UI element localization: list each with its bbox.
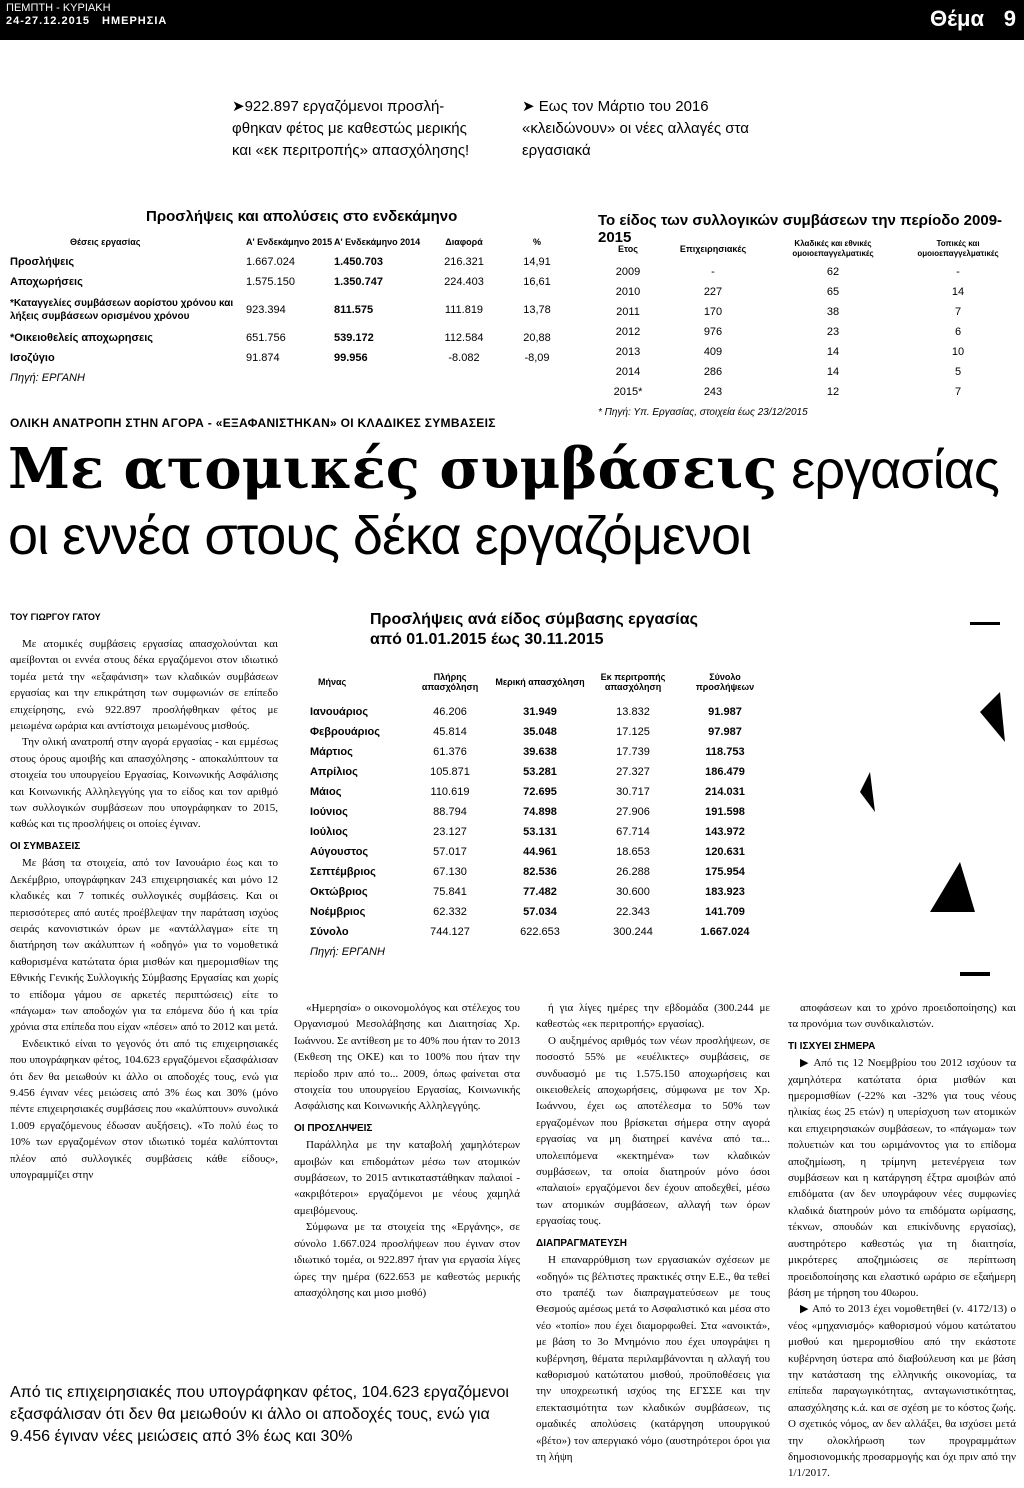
table-cell: 214.031	[705, 786, 745, 798]
table-cell: 74.898	[523, 806, 557, 818]
table1-source: Πηγή: ΕΡΓΑΝΗ	[10, 372, 85, 384]
table-cell: 216.321	[444, 256, 484, 268]
paragraph: ▶ Από τις 12 Νοεμβρίου του 2012 ισχύουν τα χαμηλότερα κατώτατα όρια μισθών και ημερομισθίων (-22% και -32% για τους νέους ηλικίας έως 25 ετών) η υπερίσχυση των ατομικών και επιχειρησιακών συμβάσεων, το «πάγωμα» των πολυετιών και του ωριμάνοντος για το επίδομα αποζημίωση, η τρίμηνη μετενέργεια των συμβάσεων και η κατάργηση έξτρα αμοιβών από επιδόματα (αν δεν υπογράφουν νέες συμφωνίες κλαδικά διατηρούν μόνο τα επιδόματα ωρίμασης, τέκνων, σπουδών και επικίνδυνης εργασίας), αυστηρότερο καθεστώς για τη διαιτησία, μικρότερες αποζημιώσεις σε περίπτωση προειδοποίησης και ελαστικό ωράριο σε εξαήμερη βάση με τήρηση του 40ωρου.	[788, 1057, 1016, 1299]
table2-col-header: Ετος	[618, 244, 638, 254]
masthead-dates: 24-27.12.2015	[6, 15, 90, 27]
table-cell: 186.479	[705, 766, 745, 778]
table-row	[598, 342, 1018, 362]
table3-col-header: Μερική απασχόληση	[495, 677, 585, 687]
table-cell: 16,61	[523, 276, 551, 288]
table-cell: 53.131	[523, 826, 557, 838]
table3-month: Αύγουστος	[310, 846, 369, 858]
masthead-days: ΠΕΜΠΤΗ - ΚΥΡΙΑΚΗ	[6, 2, 111, 14]
table-cell: 12	[826, 386, 840, 398]
table-row	[310, 922, 770, 942]
paragraph: Με βάση τα στοιχεία, από τον Ιανουάριο έως και το Δεκέμβριο, υπογράφηκαν 243 επιχειρησιακές και μόνο 12 κλαδικές και 7 τοπικές συλλογικές συμβάσεις. Και οι περισσότερες από αυτές προέβλεψαν την παράταση ισχύος σειράς κανονιστικών όρων με «αντάλλαγμα» είτε τη διατήρηση των ακάλυπτων ή «οδηγό» για το νομοθετικά καθορισμένα κατώτατα όρια μισθών και ημερομισθίων της Εθνικής Γενικής Συλλογικής Σύμβασης Εργασίας και χωρίς το επίδομα γάμου σε αρκετές περιπτώσεις) είτε το «πάγωμα» των αποδοχών για τα επόμενα δύο ή και τρία χρόνια στα επίπεδα που είχαν «πέσει» από το 2012 και μετά.	[10, 857, 278, 1034]
table1-row-label: Ισοζύγιο	[10, 352, 55, 364]
table-cell: 65	[826, 286, 840, 298]
table-row	[310, 702, 770, 722]
table-cell: 46.206	[433, 706, 467, 718]
table-cell: 7	[954, 386, 962, 398]
callout-right: ➤ Εως τον Μάρτιο του 2016 «κλειδώνουν» οι νέες αλλαγές στα εργασιακά	[522, 98, 749, 159]
table-cell: 27.906	[616, 806, 650, 818]
table2-source-row	[598, 402, 1018, 422]
table-cell: 75.841	[433, 886, 467, 898]
table-row	[598, 322, 1018, 342]
illustration-shape	[980, 692, 1005, 742]
table1-row-label: Αποχωρήσεις	[10, 276, 83, 288]
headline-line2: οι εννέα στους δέκα εργαζόμενοι	[8, 506, 752, 566]
table-cell: 53.281	[523, 766, 557, 778]
kicker: ΟΛΙΚΗ ΑΝΑΤΡΟΠΗ ΣΤΗΝ ΑΓΟΡΑ - «ΕΞΑΦΑΝΙΣΤΗΚΑΝ» ΟΙ ΚΛΑΔΙΚΕΣ ΣΥΜΒΑΣΕΙΣ	[10, 416, 496, 430]
table2-title: Το είδος των συλλογικών συμβάσεων την περίοδο 2009-2015	[598, 212, 1003, 246]
table-cell: 77.482	[523, 886, 557, 898]
table-row	[310, 802, 770, 822]
table-cell: 62.332	[433, 906, 467, 918]
table-cell: 651.756	[246, 332, 286, 344]
table-cell: 6	[954, 326, 962, 338]
table-cell: 57.034	[523, 906, 557, 918]
table-cell: 17.125	[616, 726, 650, 738]
table3	[310, 662, 770, 962]
table1-col-header: Α' Ενδεκάμηνο 2015	[246, 237, 333, 247]
pull-quote: Από τις επιχειρησιακές που υπογράφηκαν φέτος, 104.623 εργαζόμενοι εξασφάλισαν ότι δεν θα μειωθούν κι άλλο οι αποδοχές τους, ενώ για 9.456 έγιναν νέες μειώσεις από 3% έως και 30%	[10, 1384, 509, 1445]
table-row	[598, 362, 1018, 382]
table3-month: Ιούλιος	[310, 826, 348, 838]
table-cell: 18.653	[616, 846, 650, 858]
paragraph: Παράλληλα με την καταβολή χαμηλότερων αμοιβών και επιδομάτων μέσω των ατομικών συμβάσεων, το 2015 αντικαταστάθηκαν παλαιοί - «ακριβότεροι» εργαζόμενοι με νέους χαμηλά αμειβόμενους.	[294, 1139, 520, 1217]
table-cell: 120.631	[705, 846, 745, 858]
table3-month: Σύνολο	[310, 926, 349, 938]
paragraph: Σύμφωνα με τα στοιχεία της «Εργάνης», σε σύνολο 1.667.024 προσλήψεων που έγιναν στον ιδιωτικό τομέα, οι 922.897 ήταν για εργασία λίγες ώρες την ημέρα (622.653 με καθεστώς μερικής απασχόλησης και μισο μισθό)	[294, 1221, 520, 1299]
table-cell: 30.717	[616, 786, 650, 798]
table-cell: 31.949	[523, 706, 557, 718]
headline-line1	[8, 436, 999, 503]
table-row	[598, 262, 1018, 282]
table1-header	[10, 232, 570, 252]
table-cell: 1.575.150	[246, 276, 295, 288]
table-cell: 191.598	[705, 806, 745, 818]
table-cell: -	[711, 266, 715, 278]
table-cell: 14	[826, 366, 840, 378]
table-cell: 2009	[615, 266, 641, 278]
table-cell: 88.794	[433, 806, 467, 818]
subheading: ΤΙ ΙΣΧΥΕΙ ΣΗΜΕΡΑ	[788, 1040, 876, 1052]
table-cell: 17.739	[616, 746, 650, 758]
table-cell: 622.653	[520, 926, 560, 938]
paragraph: Ενδεικτικό είναι το γεγονός ότι από τις επιχειρησιακές που υπογράφηκαν φέτος, 104.623 εργαζόμενοι εξασφάλισαν ότι δεν θα μειωθούν κι άλλο οι αποδοχές τους, ενώ για 9.456 έγιναν νέες μειώσεις από 3% έως και 30% (μόνο πέντε επιχειρησιακές συμβάσεις που «καλύπτουν» συνολικά 1.009 εργαζόμενους έδωσαν αυξήσεις). «Το πολύ έως το 10% των εργαζομένων στον ιδιωτικό τομέα καλύπτονται πλέον από συλλογικές συμβάσεις κάθε είδους», υπογραμμίζει στην	[10, 1037, 278, 1181]
table-cell: 112.584	[444, 332, 484, 344]
paragraph: ▶ Από το 2013 έχει νομοθετηθεί (ν. 4172/13) ο νέος «μηχανισμός» καθορισμού νόμου κατώτατου μισθού και ημερομισθίου από την εκάστοτε κυβέρνηση ύστερα από διαβούλευση και με βάση την κατάσταση της ελληνικής οικονομίας, τα επίπεδα παραγωγικότητας, ανταγωνιστικότητας, απασχόλησης κ.ά. και σε σχέση με το κόστος ζωής. Ο σχετικός νόμος, αν δεν αλλάξει, θα ισχύσει μετά την ολοκλήρωση των προγραμμάτων δημοσιονομικής προσαρμογής και όχι πριν από την 1/1/2017.	[788, 1303, 1016, 1480]
illustration-shape	[930, 862, 975, 912]
masthead-bar	[0, 0, 1024, 40]
table-cell: 67.714	[616, 826, 650, 838]
table-row	[10, 252, 570, 272]
table-cell: 2013	[615, 346, 641, 358]
table1-source-row	[10, 368, 570, 388]
table-cell: 99.956	[334, 352, 368, 364]
table1	[10, 232, 570, 388]
table-row	[310, 822, 770, 842]
table3-month: Μάιος	[310, 786, 342, 798]
page-number: 9	[1003, 6, 1016, 31]
paragraph: ή για λίγες ημέρες την εβδομάδα (300.244 με καθεστώς «εκ περιτροπής» εργασίας).	[536, 1002, 770, 1031]
table3-month: Ιούνιος	[310, 806, 348, 818]
table3-month: Φεβρουάριος	[310, 726, 380, 738]
table2-col-header: Κλαδικές και εθνικές ομοιοεπαγγελματικές	[792, 239, 874, 258]
table-cell: 97.987	[708, 726, 742, 738]
table-cell: 141.709	[705, 906, 745, 918]
table-cell: 227	[703, 286, 723, 298]
subheading: ΟΙ ΠΡΟΣΛΗΨΕΙΣ	[294, 1122, 373, 1134]
table-cell: 20,88	[523, 332, 551, 344]
table-cell: 62	[826, 266, 840, 278]
table-cell: 105.871	[430, 766, 470, 778]
table-cell: 170	[703, 306, 723, 318]
table2-col-header: Επιχειρησιακές	[679, 244, 747, 254]
table-cell: 1.350.747	[334, 276, 383, 288]
table-cell: 143.972	[705, 826, 745, 838]
table-cell: 2012	[615, 326, 641, 338]
table-cell: -8,09	[524, 352, 550, 364]
table-row	[310, 862, 770, 882]
illustration-shape	[970, 622, 1000, 625]
table-cell: 26.288	[616, 866, 650, 878]
table3-month: Ιανουάριος	[310, 706, 369, 718]
table-row	[10, 292, 570, 328]
table-row	[310, 882, 770, 902]
table-cell: 91.874	[246, 352, 280, 364]
table-cell: -	[956, 266, 960, 278]
table-row	[310, 782, 770, 802]
table-cell: 82.536	[523, 866, 557, 878]
table1-col-header: Α' Ενδεκάμηνο 2014	[334, 237, 421, 247]
table-cell: 409	[703, 346, 723, 358]
table3-month: Σεπτέμβριος	[310, 866, 376, 878]
table-cell: 300.244	[613, 926, 653, 938]
table-row	[310, 742, 770, 762]
paragraph: Ο αυξημένος αριθμός των νέων προσλήψεων, σε ποσοστό 55% με «ευέλικτες» συμβάσεις, σε συνδυασμό με τις 1.575.150 αποχωρήσεις και οικειοθελείς αποχωρήσεις, σύμφωνα με τον Χρ. Ιωάννου, έχει ως αποτέλεσμα το 50% των εργαζομένων που βρίσκεται σήμερα στην αγορά εργασίας να μη διατηρεί κανένα από τα... υπολειπόμενα «κεκτημένα» των κλαδικών συμβάσεων, τα οποία διατηρούν μόνο όσοι «παλαιοί» εργαζόμενοι δεν έχουν αποδεχθεί, μέσω των ατομικών συμβάσεων, αλλαγή των όρων εργασίας τους.	[536, 1034, 770, 1228]
table1-row-label: Προσλήψεις	[10, 256, 75, 268]
table1-col-header: %	[532, 237, 541, 247]
table-cell: 14	[951, 286, 965, 298]
masthead-date	[6, 15, 167, 27]
table3-month: Νοέμβριος	[310, 906, 366, 918]
table1-col-header: Θέσεις εργασίας	[70, 237, 141, 247]
table-row	[10, 328, 570, 348]
paragraph: Η επαναρρύθμιση των εργασιακών σχέσεων με «οδηγό» τις βέλτιστες πρακτικές στην Ε.Ε., θα τεθεί στο τραπέζι των διαπραγματεύσεων με τους Θεσμούς αμέσως μετά το Ασφαλιστικό και μέσα στο νέο «τοπίο» που έχει διαμορφωθεί. Στα «ανοικτά», με βάση το 3ο Μνημόνιο που έχει υπογράψει η κυβέρνηση, θέματα περιλαμβάνονται η αλλαγή του καθορισμού κατώτατου μισθού, προϋποθέσεις για την υποχρεωτική ισχύος της ΕΓΣΣΕ και την επεκτασιμότητα των κλαδικών συμβάσεων, τις ομαδικές απολύσεις (κατάργηση υπουργικού «βέτο») τον απεργιακό νόμο (αυστηρότεροι όροι για τη λήψη	[536, 1254, 770, 1463]
table-cell: 286	[703, 366, 723, 378]
table1-row-label: *Οικειοθελείς αποχωρησεις	[10, 332, 153, 344]
article-column-4	[788, 1000, 1016, 1482]
table-cell: 744.127	[430, 926, 470, 938]
table-cell: 44.961	[523, 846, 557, 858]
table-row	[598, 382, 1018, 402]
table-cell: 23	[826, 326, 840, 338]
illustration-shape	[860, 772, 875, 812]
table-row	[598, 302, 1018, 322]
table1-title: Προσλήψεις και απολύσεις στο ενδεκάμηνο	[146, 208, 458, 225]
table-cell: 14,91	[523, 256, 551, 268]
table-cell: 13.832	[616, 706, 650, 718]
table-row	[10, 348, 570, 368]
article-column-3	[536, 1000, 770, 1482]
table-cell: 110.619	[430, 786, 470, 798]
table-cell: 1.667.024	[700, 926, 750, 938]
table2-header	[598, 236, 1018, 262]
table3-source: Πηγή: ΕΡΓΑΝΗ	[310, 946, 385, 958]
table-cell: 67.130	[433, 866, 467, 878]
table2-col-header: Τοπικές και ομοιοεπαγγελματικές	[917, 239, 999, 258]
table-cell: 183.923	[705, 886, 745, 898]
table-cell: 45.814	[433, 726, 467, 738]
table-cell: 7	[954, 306, 962, 318]
table-cell: 976	[703, 326, 723, 338]
table-cell: 57.017	[433, 846, 467, 858]
table3-month: Απρίλιος	[310, 766, 358, 778]
table-cell: 91.987	[708, 706, 742, 718]
headline	[8, 436, 999, 569]
table-cell: 2010	[615, 286, 641, 298]
table-cell: 1.450.703	[334, 256, 383, 268]
table-row	[10, 272, 570, 292]
table-cell: 923.394	[246, 304, 286, 316]
table-cell: 224.403	[444, 276, 484, 288]
table-cell: 35.048	[523, 726, 557, 738]
table3-header	[310, 662, 770, 702]
table-cell: 61.376	[433, 746, 467, 758]
callout-left: ➤922.897 εργαζόμενοι προσλή- φθηκαν φέτος με καθεστώς μερικής και «εκ περιτροπής» απασχόλησης!	[232, 98, 470, 159]
table3-source-row	[310, 942, 770, 962]
table-cell: 5	[954, 366, 962, 378]
headline-light-1: εργασίας	[777, 440, 999, 500]
table-row	[310, 722, 770, 742]
table2	[598, 236, 1018, 422]
table-row	[310, 902, 770, 922]
subheading: ΟΙ ΣΥΜΒΑΣΕΙΣ	[10, 840, 81, 852]
headline-bold: Με ατομικές συμβάσεις	[8, 436, 778, 502]
article-column-1	[10, 636, 278, 1376]
paragraph: Με ατομικές συμβάσεις εργασίας απασχολούνται και αμείβονται οι εννέα στους δέκα εργαζόμενοι στον ιδιωτικό τομέα μετά την «εξαφάνιση» των κλαδικών συμβάσεων εργασίας και την επικράτηση των συμφωνιών σε επίπεδο επιχείρησης, ενώ 922.897 προσλήφθηκαν φέτος με μειωμένα ωράρια και αντίστοιχα μειωμένους μισθούς.	[10, 638, 278, 733]
table-cell: 22.343	[616, 906, 650, 918]
table3-month: Οκτώβριος	[310, 886, 368, 898]
table-cell: 2014	[615, 366, 641, 378]
table-row	[310, 842, 770, 862]
illustration	[800, 612, 1020, 992]
table-cell: 39.638	[523, 746, 557, 758]
byline: ΤΟΥ ΓΙΩΡΓΟΥ ΓΑΤΟΥ	[10, 612, 101, 622]
table-cell: 23.127	[433, 826, 467, 838]
table1-col-header: Διαφορά	[445, 237, 483, 247]
table-cell: 539.172	[334, 332, 374, 344]
table3-month: Μάρτιος	[310, 746, 353, 758]
table-cell: 243	[703, 386, 723, 398]
table-row	[598, 282, 1018, 302]
subheading: ΔΙΑΠΡΑΓΜΑΤΕΥΣΗ	[536, 1237, 627, 1249]
table-cell: 111.819	[444, 304, 484, 316]
paragraph: Την ολική ανατροπή στην αγορά εργασίας - και εμμέσως στους όρους αμοιβής και απασχόλησης - αποκαλύπτουν τα στοιχεία του υπουργείου Εργασίας, Κοινωνικής Ασφάλισης και Κοινωνικής Αλληλεγγύης για το είδος και τον αριθμό των συλλογικών συμβάσεων που υπογράφηκαν το 2015, καθώς και τις προσλήψεις οι οποίες έγιναν.	[10, 736, 278, 831]
table3-title: Προσλήψεις ανά είδος σύμβασης εργασίας από 01.01.2015 έως 30.11.2015	[370, 611, 698, 648]
table-cell: -8.082	[448, 352, 480, 364]
table-cell: 38	[826, 306, 840, 318]
section-name: Θέμα	[929, 6, 984, 31]
paragraph: «Ημερησία» ο οικονομολόγος και στέλεχος του Οργανισμού Μεσολάβησης και Διαιτησίας Χρ. Ιωάννου. Σε αντίθεση με το 40% που ήταν το 2013 (Εκθεση της ΟΚΕ) και το 100% που ήταν την περίοδο πριν από το... 2009, όπως φαίνεται στα στοιχεία του υπουργείου Εργασίας, Κοινωνικής Ασφάλισης και Κοινωνικής Αλληλεγγύης.	[294, 1002, 520, 1113]
table3-col-header: Σύνολο προσλήψεων	[695, 672, 755, 692]
table-cell: 30.600	[616, 886, 650, 898]
paragraph: αποφάσεων και το χρόνο προειδοποίησης) και τα προνόμια των συνδικαλιστών.	[788, 1002, 1016, 1031]
article-column-2	[294, 1000, 520, 1330]
table3-col-header: Μήνας	[318, 677, 347, 687]
table-cell: 27.327	[616, 766, 650, 778]
illustration-shape	[960, 972, 990, 976]
table2-source: * Πηγή: Υπ. Εργασίας, στοιχεία έως 23/12/2015	[598, 406, 808, 418]
table-cell: 811.575	[334, 304, 374, 316]
table-cell: 72.695	[523, 786, 557, 798]
table3-col-header: Εκ περιτροπής απασχόληση	[600, 672, 666, 692]
table-cell: 10	[951, 346, 965, 358]
table-cell: 2011	[616, 306, 640, 318]
table-row	[310, 762, 770, 782]
table-cell: 13,78	[523, 304, 551, 316]
masthead-paper: ΗΜΕΡΗΣΙΑ	[102, 15, 168, 27]
table-cell: 2015*	[613, 386, 643, 398]
table3-col-header: Πλήρης απασχόληση	[421, 672, 479, 692]
table-cell: 118.753	[705, 746, 745, 758]
table-cell: 14	[826, 346, 840, 358]
table-cell: 175.954	[705, 866, 745, 878]
table1-row-label: *Καταγγελίες συμβάσεων αορίστου χρόνου και λήξεις συμβάσεων ορισμένου χρόνου	[10, 298, 234, 322]
table-cell: 1.667.024	[246, 256, 295, 268]
